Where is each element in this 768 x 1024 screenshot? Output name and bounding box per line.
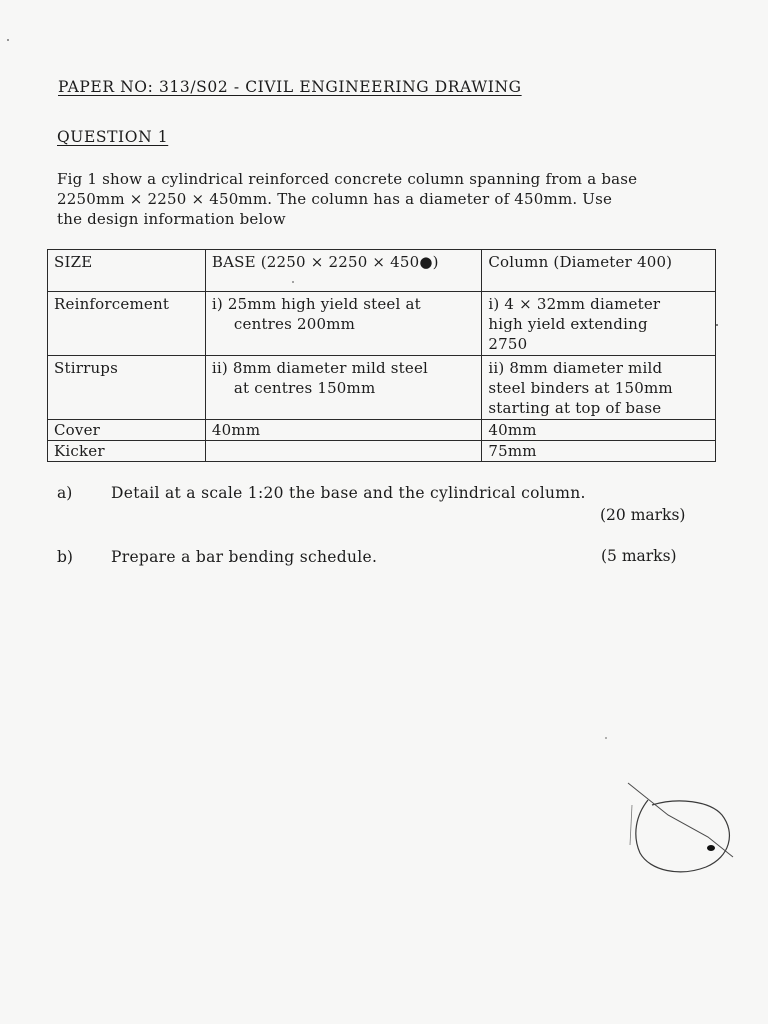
cell-line: ii) 8mm diameter mild xyxy=(488,359,663,377)
cell-line: centres 200mm xyxy=(233,315,356,333)
cell-line: i) 25mm high yield steel at xyxy=(211,295,421,313)
intro-line: Fig 1 show a cylindrical reinforced concrete column spanning from a base xyxy=(57,170,638,188)
page-title: PAPER NO: 313/S02 - CIVIL ENGINEERING DRAWING xyxy=(58,78,522,96)
table-cell-size-label: SIZE xyxy=(48,250,206,292)
task-a-marks: (20 marks) xyxy=(600,506,686,524)
task-a-text: Detail at a scale 1:20 the base and the cylindrical column. xyxy=(111,484,586,502)
cell-line: steel binders at 150mm xyxy=(488,379,673,397)
cell-line: at centres 150mm xyxy=(233,379,376,397)
table-cell-label: Reinforcement xyxy=(48,292,206,356)
cell-line: high yield extending xyxy=(488,315,648,333)
intro-line: the design information below xyxy=(57,210,286,228)
intro-line: 2250mm × 2250 × 450mm. The column has a diameter of 450mm. Use xyxy=(57,190,613,208)
table-cell-column: 75mm xyxy=(482,441,716,462)
table-cell-column: 40mm xyxy=(482,420,716,441)
task-b-label: b) xyxy=(57,548,73,566)
table-cell-label: Cover xyxy=(48,420,206,441)
cell-line: i) 4 × 32mm diameter xyxy=(488,295,661,313)
cell-line: ii) 8mm diameter mild steel xyxy=(211,359,429,377)
question-heading: QUESTION 1 xyxy=(57,128,169,146)
table-cell-label: Stirrups xyxy=(48,356,206,420)
table-cell-base-header: BASE (2250 × 2250 × 450●) xyxy=(205,250,481,292)
table-cell-column-header: Column (Diameter 400) xyxy=(482,250,716,292)
task-b-marks: (5 marks) xyxy=(601,547,677,565)
cell-line: starting at top of base xyxy=(488,399,662,417)
table-cell-base: 40mm xyxy=(205,420,481,441)
cell-line: 2750 xyxy=(488,335,528,353)
table-cell-label: Kicker xyxy=(48,441,206,462)
task-a-label: a) xyxy=(57,484,73,502)
task-b-text: Prepare a bar bending schedule. xyxy=(111,548,378,566)
